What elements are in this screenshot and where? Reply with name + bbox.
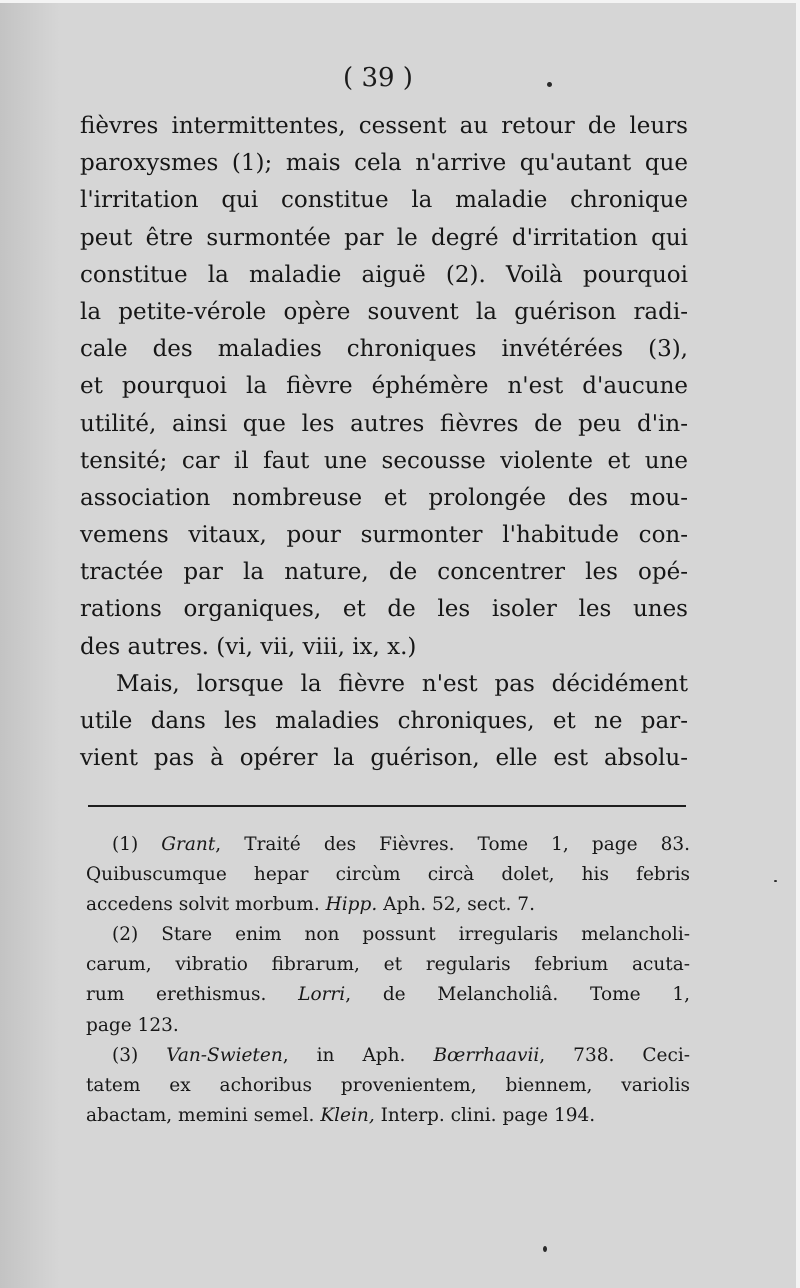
footnote-text: , 738. Ceci- (539, 1044, 690, 1066)
body-line: l'irritation qui constitue la maladie chronique (80, 187, 688, 214)
footnote-text: , Traité des Fièvres. Tome 1, page 83. (215, 834, 690, 855)
footnote-1-line: Quibuscumque hepar circùm circà dolet, his febris (86, 864, 690, 886)
footnote-1-line (86, 830, 690, 860)
footnote-text: , de Melancholiâ. Tome 1, (345, 984, 690, 1006)
footnote-1-line (86, 890, 690, 920)
footnote-3-line (86, 1101, 690, 1131)
footnote-text: abactam, memini semel. (86, 1104, 321, 1126)
page-number: ( 39 ) (343, 63, 413, 93)
footnote-text: accedens solvit morbum. (86, 894, 326, 916)
body-line: fièvres intermittentes, cessent au retour de leurs (80, 113, 688, 139)
author-name: Hipp. (325, 894, 378, 916)
author-name: Klein, (320, 1104, 375, 1126)
footnotes (86, 830, 690, 1131)
body-line: paroxysmes (1); mais cela n'arrive qu'autant que (80, 150, 688, 177)
footnote-marker: (1) (112, 834, 162, 855)
body-line: tensité; car il faut une secousse violente et une (80, 447, 688, 474)
body-text (80, 108, 688, 777)
footnote-text: , in Aph. (282, 1044, 434, 1066)
page-edge-top (0, 0, 800, 3)
author-name: Van-Swieten (166, 1044, 283, 1066)
author-name: Lorri (298, 984, 346, 1006)
footnote-text: Interp. clini. page 194. (374, 1104, 596, 1126)
body-line: vemens vitaux, pour surmonter l'habitude con- (80, 522, 688, 549)
body-line: des autres. (vi, vii, viii, ix, x.) (80, 633, 417, 660)
body-line: tractée par la nature, de concentrer les opé- (80, 559, 688, 586)
footnote-2-line: page 123. (86, 1014, 179, 1036)
author-name: Bœrrhaavii (433, 1044, 540, 1066)
footnote-2-line (86, 980, 690, 1010)
footnote-3-line (86, 1041, 690, 1071)
footnote-text: rum erethismus. (86, 984, 299, 1006)
footnote-2-line: carum, vibratio fibrarum, et regularis febrium acuta- (86, 954, 690, 976)
footnote-rule (88, 805, 686, 807)
body-line: utile dans les maladies chroniques, et ne par- (80, 708, 688, 734)
body-line: et pourquoi la fièvre éphémère n'est d'aucune (80, 373, 688, 400)
body-line: vient pas à opérer la guérison, elle est absolu- (80, 745, 688, 772)
ink-speck (774, 880, 777, 882)
footnote-text: Aph. 52, sect. 7. (377, 894, 535, 916)
body-line: utilité, ainsi que les autres fièvres de peu d'in- (80, 410, 688, 437)
ink-speck (547, 82, 552, 87)
body-line: constitue la maladie aiguë (2). Voilà pourquoi (80, 261, 688, 288)
body-line: la petite-vérole opère souvent la guérison radi- (80, 298, 688, 325)
ink-speck (543, 1246, 547, 1252)
body-line: peut être surmontée par le degré d'irritation qui (80, 224, 688, 251)
footnote-3-line: tatem ex achoribus provenientem, biennem, variolis (86, 1074, 690, 1096)
body-line: rations organiques, et de les isoler les unes (80, 596, 688, 623)
page-edge-right (796, 0, 800, 1288)
footnote-marker: (3) (112, 1044, 167, 1066)
body-line: Mais, lorsque la fièvre n'est pas décidément (116, 670, 688, 697)
page-shadow (0, 0, 60, 1288)
footnote-2-line: (2) Stare enim non possunt irregularis melancholi- (112, 924, 690, 946)
body-line: association nombreuse et prolongée des mou- (80, 484, 688, 511)
body-line: cale des maladies chroniques invétérées (3), (80, 336, 688, 363)
author-name: Grant (161, 834, 216, 855)
